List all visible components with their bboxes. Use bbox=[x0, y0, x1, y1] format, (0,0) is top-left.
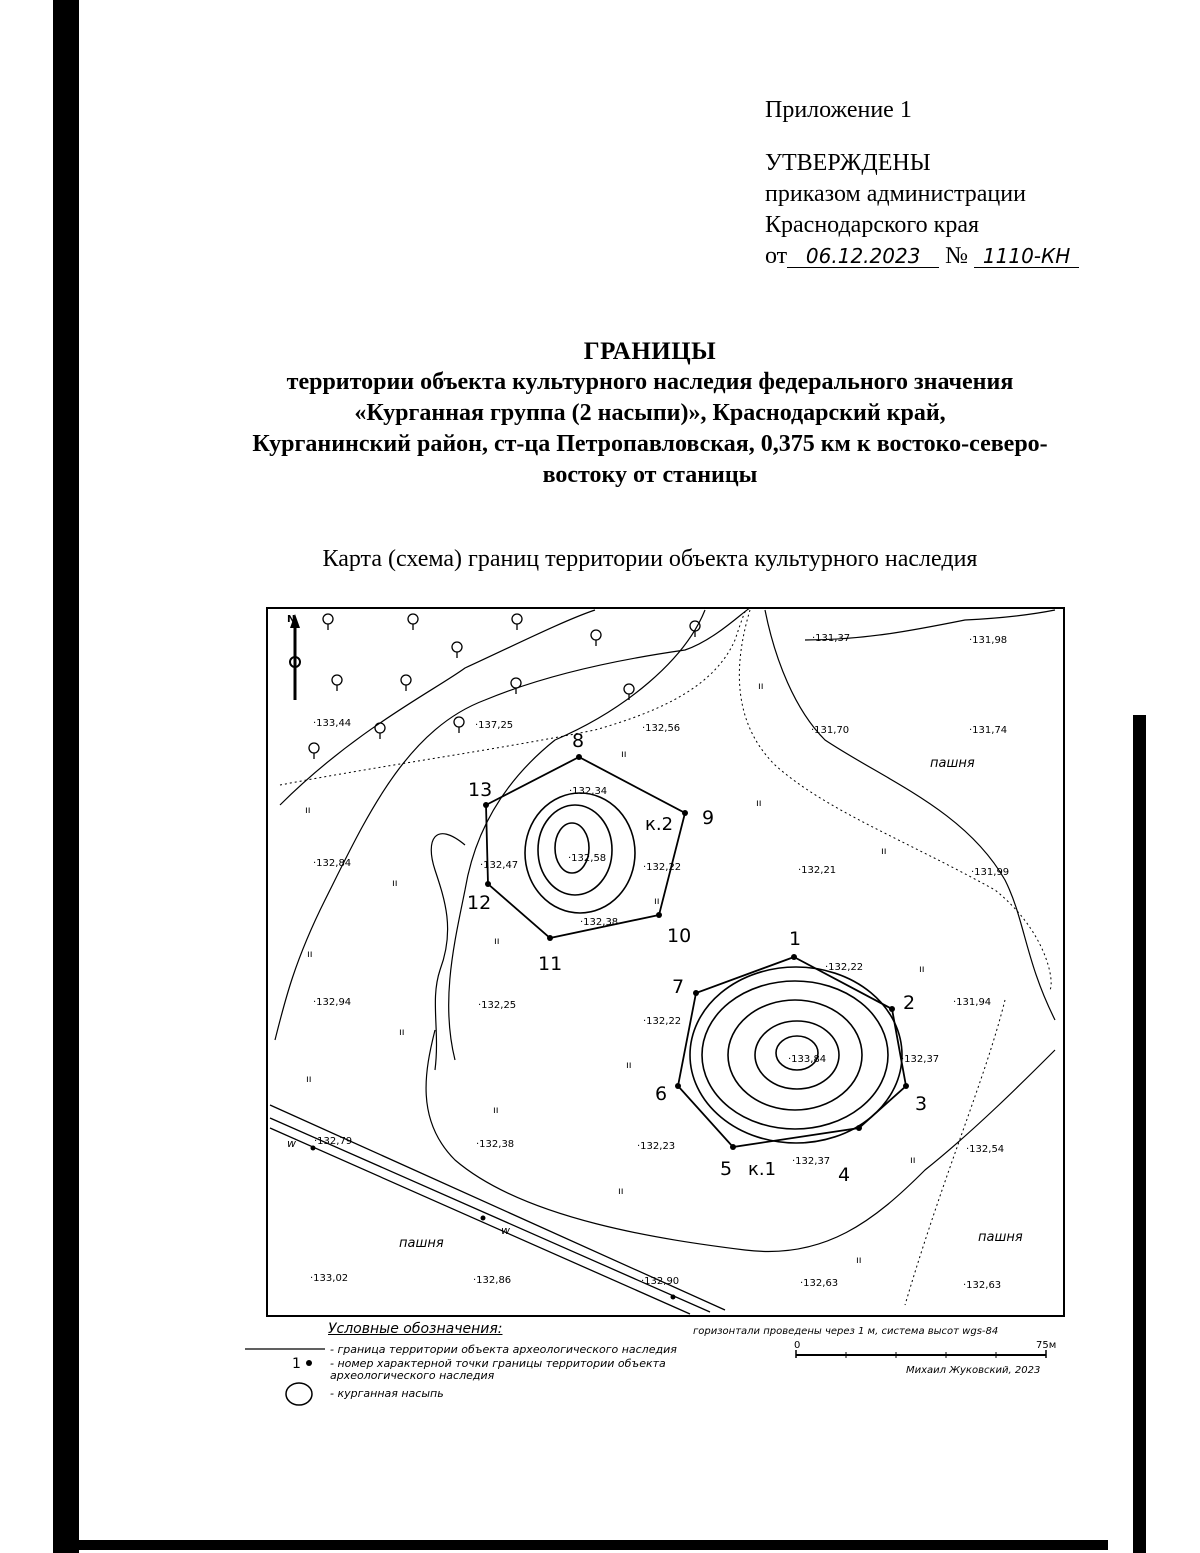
elevation: ·132,22 bbox=[643, 862, 682, 873]
tree-icon bbox=[408, 614, 418, 630]
boundary-point bbox=[682, 810, 688, 816]
road-line-3 bbox=[270, 1128, 690, 1314]
order-date: 06.12.2023 bbox=[787, 245, 939, 268]
map-author: Михаил Жуковский, 2023 bbox=[906, 1365, 1041, 1376]
grass-symbol: ıı bbox=[654, 896, 660, 907]
point-label: 5 bbox=[720, 1158, 733, 1180]
boundary-point bbox=[483, 802, 489, 808]
field-label: пашня bbox=[978, 1230, 1023, 1245]
grass-symbol: ıı bbox=[494, 936, 500, 947]
map-frame bbox=[267, 608, 1064, 1316]
grass-symbol: ıı bbox=[307, 949, 313, 960]
elevation: ·132,84 bbox=[313, 858, 352, 869]
approval-block bbox=[765, 95, 1125, 272]
grass-symbol: ıı bbox=[621, 749, 627, 760]
title-main: ГРАНИЦЫ bbox=[583, 338, 717, 365]
point-symbol-dot bbox=[306, 1360, 312, 1366]
point-numbers bbox=[467, 730, 927, 1186]
scan-border-bottom bbox=[53, 1540, 1108, 1550]
point-label: 3 bbox=[915, 1093, 928, 1115]
elevation: ·132,25 bbox=[478, 1000, 517, 1011]
tree-icon bbox=[454, 717, 464, 733]
order-date-line bbox=[765, 241, 1125, 272]
elevation: ·137,25 bbox=[475, 720, 514, 731]
legend-boundary: - граница территории объекта археологического наследия bbox=[330, 1343, 677, 1356]
point-label: 13 bbox=[468, 779, 493, 801]
point-symbol-number: 1 bbox=[292, 1356, 301, 1372]
tree-symbols bbox=[309, 614, 700, 759]
elevation: ·132,38 bbox=[580, 917, 619, 928]
north-label: N bbox=[287, 614, 296, 625]
grass-symbol: ıı bbox=[910, 1155, 916, 1166]
boundary-point bbox=[730, 1144, 736, 1150]
tree-icon bbox=[332, 675, 342, 691]
elevation: ·132,56 bbox=[642, 723, 681, 734]
map-caption: Карта (схема) границ территории объекта культурного наследия bbox=[322, 546, 978, 572]
road-point bbox=[481, 1216, 486, 1221]
point-label: 4 bbox=[838, 1164, 851, 1186]
road-point bbox=[671, 1295, 676, 1300]
grass-symbol: ıı bbox=[392, 878, 398, 889]
elevation: ·132,37 bbox=[792, 1156, 831, 1167]
legend-title: Условные обозначения: bbox=[328, 1321, 503, 1337]
tree-icon bbox=[401, 675, 411, 691]
boundary-point bbox=[485, 881, 491, 887]
elevation: ·131,70 bbox=[811, 725, 850, 736]
grass-symbol: ıı bbox=[856, 1255, 862, 1266]
scan-border-right bbox=[1133, 715, 1146, 1553]
elevation: ·131,37 bbox=[812, 633, 851, 644]
point-label: 1 bbox=[789, 928, 802, 950]
elevation: ·133,84 bbox=[788, 1054, 827, 1065]
elevation: ·132,23 bbox=[637, 1141, 676, 1152]
elevation: ·132,47 bbox=[480, 860, 519, 871]
elevation: ·131,94 bbox=[953, 997, 992, 1008]
field-label: пашня bbox=[399, 1236, 444, 1251]
scale-zero: 0 bbox=[794, 1340, 801, 1351]
site-map bbox=[265, 600, 1097, 1320]
point-label: 9 bbox=[702, 807, 715, 829]
grass-symbol: ıı bbox=[399, 1027, 405, 1038]
grass-symbols bbox=[305, 681, 928, 1266]
tree-icon bbox=[309, 743, 319, 759]
mound-2-boundary bbox=[486, 757, 685, 938]
elevation: ·132,63 bbox=[800, 1278, 839, 1289]
elevation: ·132,22 bbox=[825, 962, 864, 973]
elevation: ·132,34 bbox=[569, 786, 608, 797]
tree-icon bbox=[591, 630, 601, 646]
point-label: 8 bbox=[572, 730, 585, 752]
elevation: ·131,99 bbox=[971, 867, 1010, 878]
legend-point-line-2: археологического наследия bbox=[330, 1369, 495, 1382]
grass-symbol: ıı bbox=[758, 681, 764, 692]
contour-note: горизонтали проведены через 1 м, система высот wgs-84 bbox=[693, 1326, 999, 1337]
elevation: ·131,98 bbox=[969, 635, 1008, 646]
elevation: ·132,38 bbox=[476, 1139, 515, 1150]
elevation: ·132,58 bbox=[568, 853, 607, 864]
title-line-3: Курганинский район, ст-ца Петропавловская, 0,375 км к востоко-северо- bbox=[252, 431, 1048, 457]
water-marker: w bbox=[501, 1224, 510, 1237]
appendix-label: Приложение 1 bbox=[765, 97, 912, 123]
grass-symbol: ıı bbox=[306, 1074, 312, 1085]
water-markers bbox=[287, 1137, 510, 1237]
grass-symbol: ıı bbox=[919, 964, 925, 975]
scale-max: 75м bbox=[1036, 1340, 1057, 1351]
elevation: ·133,44 bbox=[313, 718, 352, 729]
title-line-4: востоку от станицы bbox=[542, 462, 758, 488]
water-marker: w bbox=[287, 1137, 296, 1150]
boundary-point bbox=[656, 912, 662, 918]
boundary-point bbox=[675, 1083, 681, 1089]
elevation: ·132,94 bbox=[313, 997, 352, 1008]
tree-icon bbox=[375, 723, 385, 739]
grass-symbol: ıı bbox=[881, 846, 887, 857]
mound-1-boundary bbox=[678, 957, 906, 1147]
boundary-point bbox=[693, 990, 699, 996]
boundary-point bbox=[889, 1006, 895, 1012]
title-line-1: территории объекта культурного наследия федерального значения bbox=[286, 369, 1014, 395]
point-label: 7 bbox=[672, 976, 685, 998]
north-arrow-icon bbox=[287, 614, 300, 700]
point-label: 11 bbox=[538, 953, 563, 975]
elevation: ·132,63 bbox=[963, 1280, 1002, 1291]
mound-1-label: к.1 bbox=[748, 1159, 777, 1180]
elevation: ·132,37 bbox=[901, 1054, 940, 1065]
mound2-edge bbox=[431, 834, 465, 1070]
legend-mound: - курганная насыпь bbox=[330, 1387, 444, 1400]
order-line-2: Краснодарского края bbox=[765, 212, 980, 238]
number-prefix: № bbox=[945, 243, 969, 269]
boundary-point bbox=[547, 935, 553, 941]
field-label: пашня bbox=[930, 756, 975, 771]
tree-icon bbox=[452, 642, 462, 658]
boundary-point bbox=[791, 954, 797, 960]
approved-label: УТВЕРЖДЕНЫ bbox=[765, 150, 931, 176]
tree-icon bbox=[512, 614, 522, 630]
point-label: 2 bbox=[903, 992, 916, 1014]
dotted-boundary-2 bbox=[739, 610, 1051, 990]
point-label: 6 bbox=[655, 1083, 668, 1105]
forest-edge-line bbox=[280, 610, 595, 805]
title-line-2: «Курганная группа (2 насыпи)», Краснодарский край, bbox=[354, 400, 946, 426]
order-line-1: приказом администрации bbox=[765, 181, 1026, 207]
elevation: ·132,79 bbox=[314, 1136, 353, 1147]
elevation: ·131,74 bbox=[969, 725, 1008, 736]
legend-symbols bbox=[243, 1340, 333, 1410]
grass-symbol: ıı bbox=[756, 798, 762, 809]
elevation: ·132,86 bbox=[473, 1275, 512, 1286]
mound-symbol-icon bbox=[286, 1383, 312, 1405]
tree-icon bbox=[624, 684, 634, 700]
grass-symbol: ıı bbox=[626, 1060, 632, 1071]
tree-icon bbox=[511, 678, 521, 694]
mound-2-label: к.2 bbox=[645, 814, 674, 835]
tree-icon bbox=[323, 614, 333, 630]
boundary-point bbox=[856, 1125, 862, 1131]
field-edge bbox=[765, 610, 1055, 1020]
point-label: 10 bbox=[667, 925, 692, 947]
elevation: ·133,02 bbox=[310, 1273, 349, 1284]
scale-bar bbox=[790, 1338, 1060, 1364]
grass-symbol: ıı bbox=[493, 1105, 499, 1116]
dotted-boundary bbox=[280, 608, 747, 785]
elevation: ·132,22 bbox=[643, 1016, 682, 1027]
grass-symbol: ıı bbox=[305, 805, 311, 816]
boundary-point bbox=[576, 754, 582, 760]
elevation: ·132,21 bbox=[798, 865, 837, 876]
order-number: 1110-КН bbox=[974, 245, 1079, 268]
boundary-point bbox=[903, 1083, 909, 1089]
point-label: 12 bbox=[467, 892, 492, 914]
legend-point-line-1: - номер характерной точки границы территории объекта bbox=[330, 1357, 666, 1370]
grass-symbol: ıı bbox=[618, 1186, 624, 1197]
date-prefix: от bbox=[765, 243, 788, 269]
elevation: ·132,90 bbox=[641, 1276, 680, 1287]
scan-border-left bbox=[53, 0, 79, 1553]
elevation: ·132,54 bbox=[966, 1144, 1005, 1155]
document-title bbox=[150, 336, 1150, 491]
